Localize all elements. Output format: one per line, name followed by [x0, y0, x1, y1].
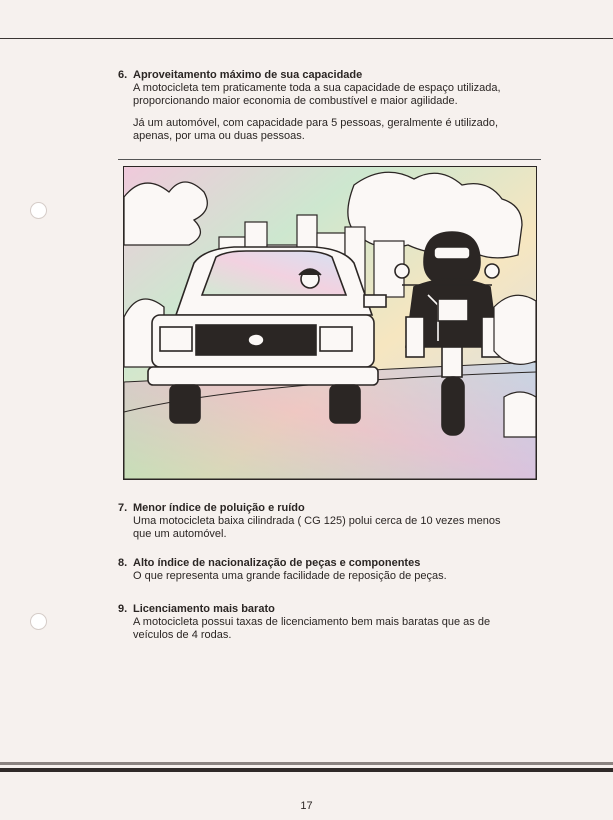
section-title: Menor índice de poluição e ruído [133, 502, 305, 514]
section-7-heading [118, 502, 538, 515]
punch-hole-top [30, 202, 47, 219]
car-motorcycle-drawing [124, 167, 536, 479]
punch-hole-bottom [30, 613, 47, 630]
section-9 [118, 603, 538, 642]
section-title: Licenciamento mais barato [133, 603, 275, 615]
section-9-heading [118, 603, 538, 616]
section-6 [118, 69, 538, 143]
section-number: 9. [118, 603, 128, 615]
section-6-heading [118, 69, 538, 82]
top-rule [0, 38, 613, 39]
section-8-heading [118, 557, 538, 570]
bottom-rule-light [0, 762, 613, 765]
section-8 [118, 557, 538, 583]
section-paragraph: Já um automóvel, com capacidade para 5 pessoas, geralmente é utilizado, apenas, por uma ou duas pessoas. [133, 117, 499, 142]
section-paragraph: A motocicleta tem praticamente toda a sua capacidade de espaço utilizada, proporcionando maior economia de combustível e maior agilidade. [133, 82, 501, 107]
bottom-rule-dark [0, 768, 613, 772]
section-paragraph: O que representa uma grande facilidade de reposição de peças. [133, 570, 447, 582]
section-paragraph: Uma motocicleta baixa cilindrada ( CG 125) polui cerca de 10 vezes menos que um automóvel. [133, 515, 501, 540]
section-number: 6. [118, 69, 128, 81]
section-title: Aproveitamento máximo de sua capacidade [133, 69, 363, 81]
section-paragraph: A motocicleta possui taxas de licenciamento bem mais baratas que as de veículos de 4 rodas. [133, 616, 491, 641]
section-number: 7. [118, 502, 128, 514]
illustration [123, 166, 537, 480]
illustration-rule [118, 159, 541, 160]
section-7 [118, 502, 538, 541]
section-title: Alto índice de nacionalização de peças e componentes [133, 557, 421, 569]
section-number: 8. [118, 557, 128, 569]
page-number: 17 [300, 800, 313, 812]
